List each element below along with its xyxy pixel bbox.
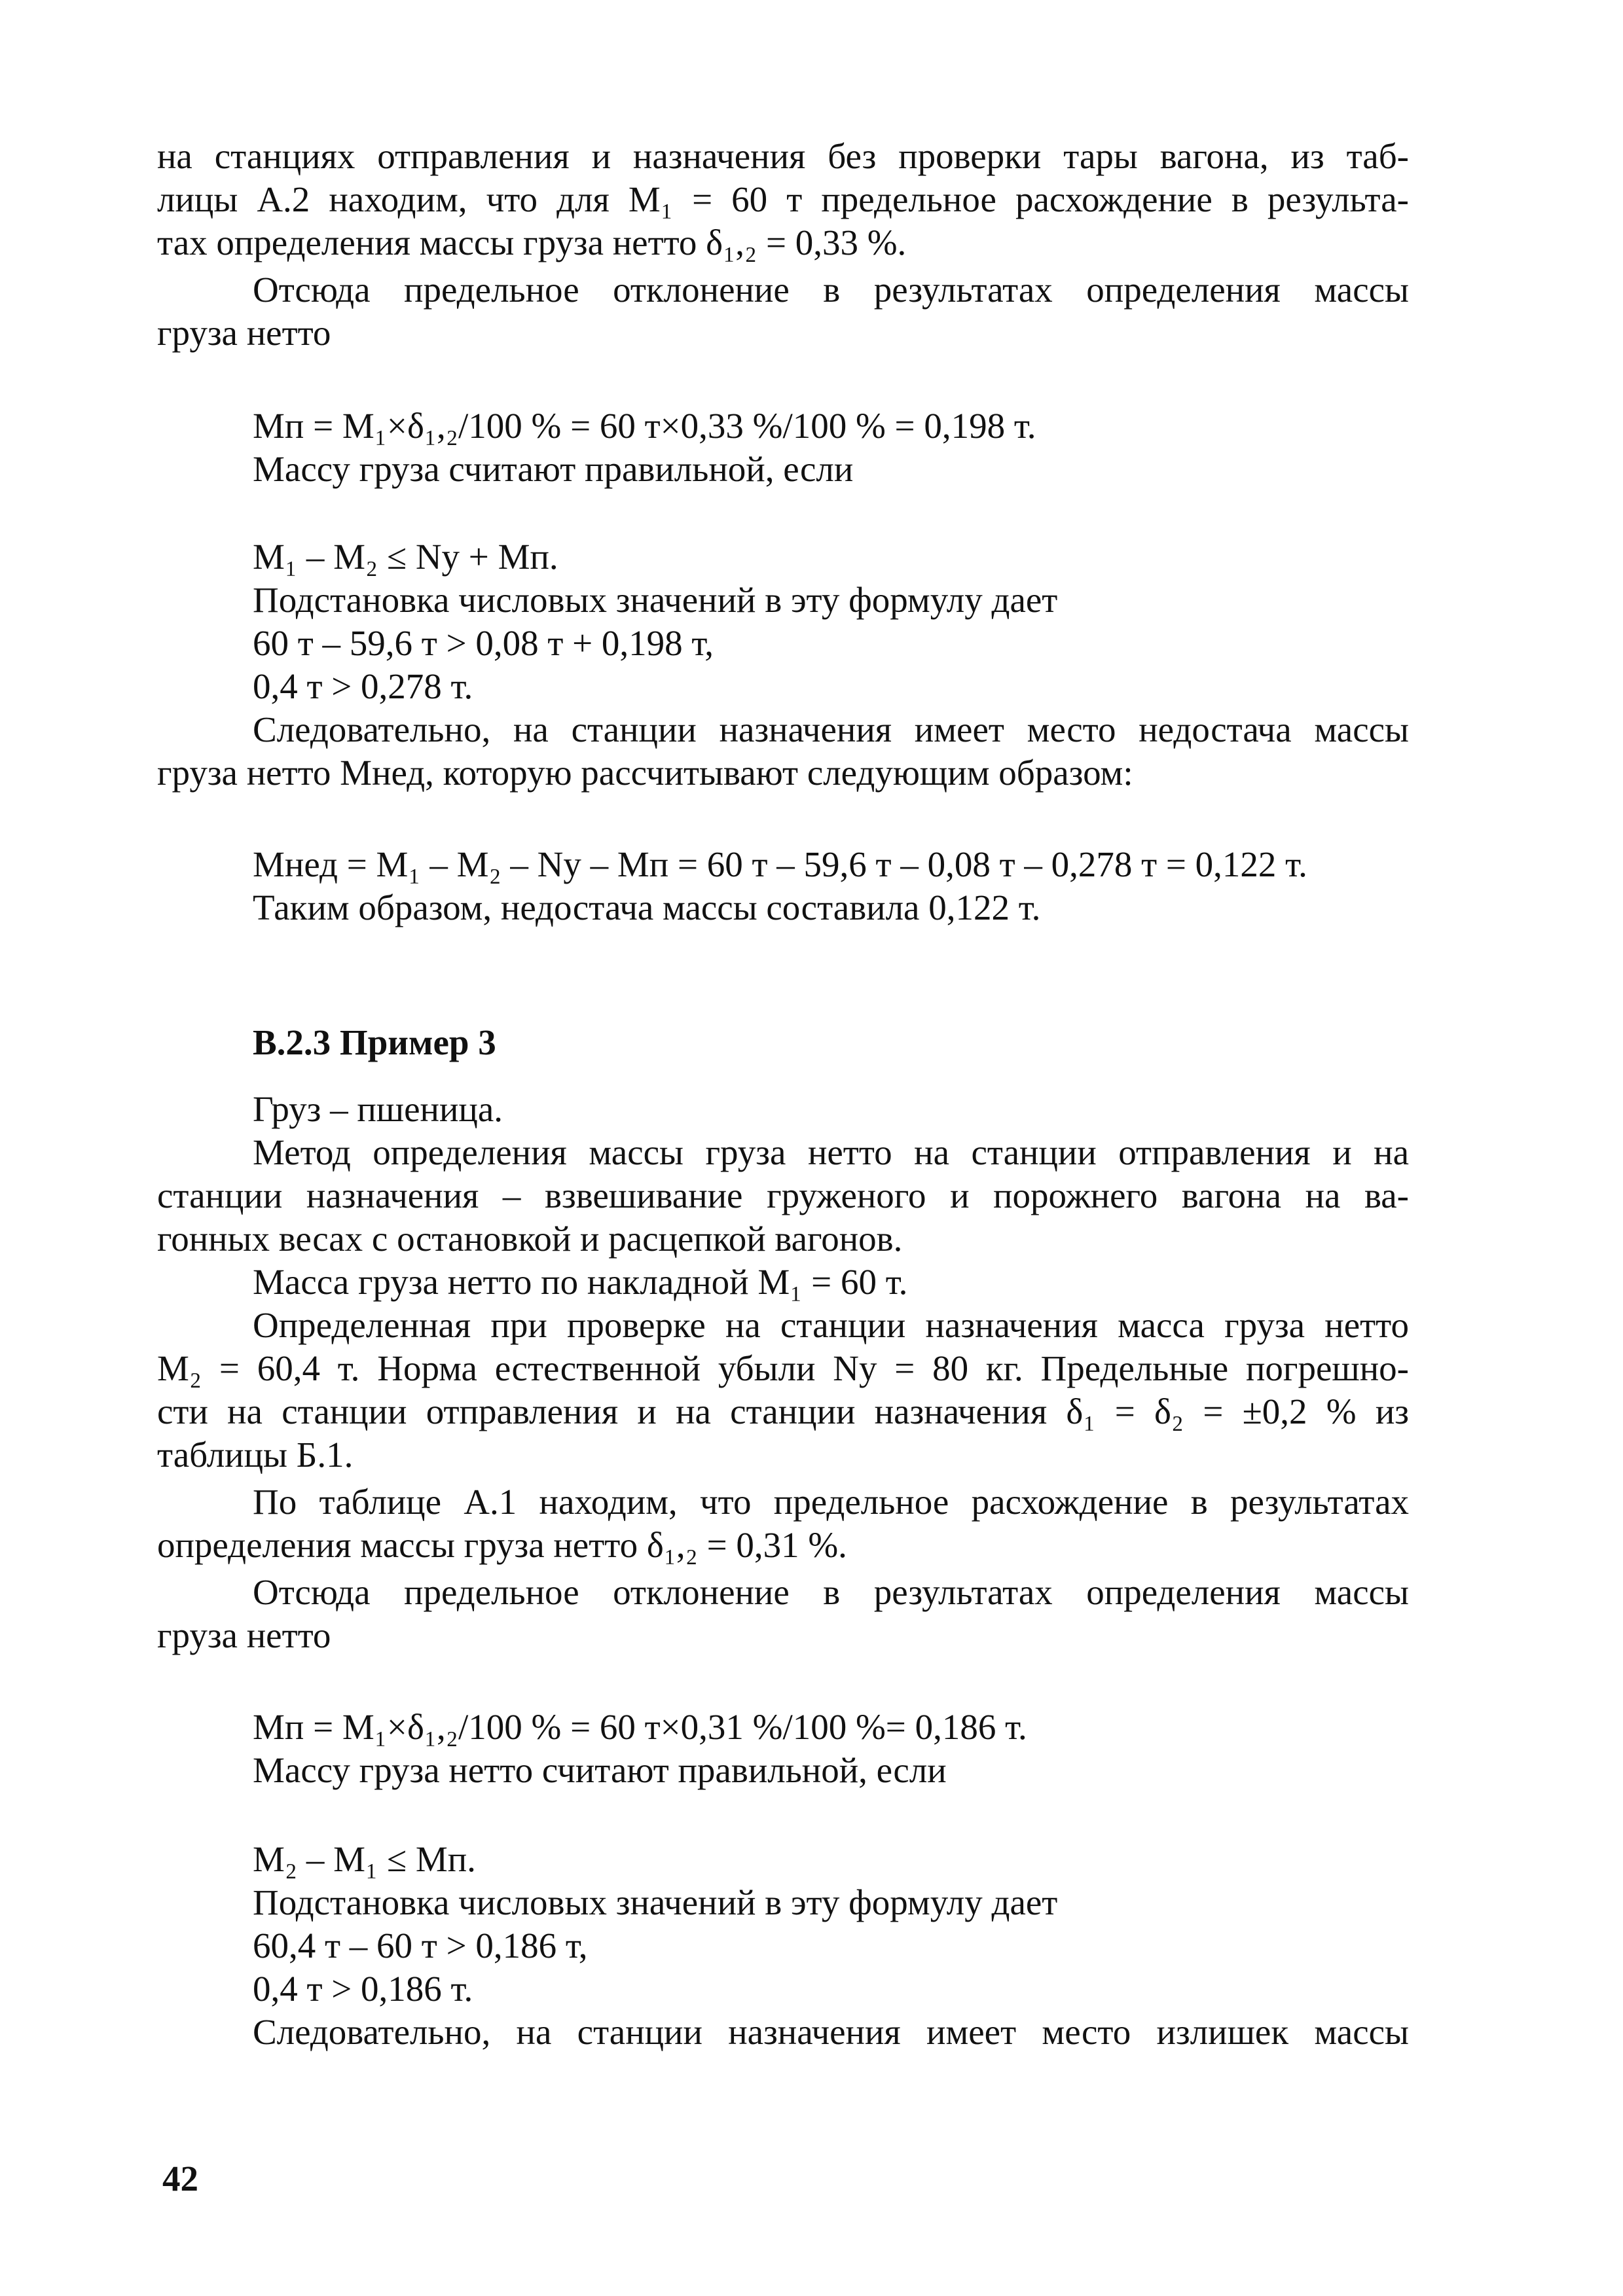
text-line: Масса груза нетто по накладной M₁ = 60 т. [253,1262,908,1302]
formula-line: 60 т – 59,6 т > 0,08 т + 0,198 т, [253,623,714,663]
text-line: Следовательно, на станции назначения имеет место излишек массы [253,2012,1409,2052]
text-line: груза нетто [157,313,331,353]
formula-line: 0,4 т > 0,278 т. [253,666,473,706]
text-line: M₂ = 60,4 т. Норма естественной убыли Nу = 80 кг. Предельные погрешно- [157,1348,1409,1388]
text-line: Следовательно, на станции назначения имеет место недостача массы [253,709,1409,749]
formula-line: Mнед = M₁ – M₂ – Ny – Mп = 60 т – 59,6 т – 0,08 т – 0,278 т = 0,122 т. [253,844,1307,884]
text-line: гонных весах с остановкой и расцепкой вагонов. [157,1219,903,1259]
text-line: Подстановка числовых значений в эту формулу дает [253,580,1058,620]
text-line: груза нетто Mнед, которую рассчитывают следующим образом: [157,753,1133,793]
text-line: Массу груза нетто считают правильной, если [253,1750,947,1790]
text-line: По таблице А.1 находим, что предельное расхождение в результатах [253,1482,1409,1522]
text-line: Таким образом, недостача массы составила 0,122 т. [253,888,1041,927]
text-line: определения массы груза нетто δ₁,₂ = 0,31 %. [157,1525,847,1565]
text-line: Груз – пшеница. [253,1089,503,1129]
formula-line: 0,4 т > 0,186 т. [253,1969,473,2009]
text-line: груза нетто [157,1615,331,1655]
section-heading: В.2.3 Пример 3 [253,1022,496,1062]
formula-line: Mп = M₁×δ₁,₂/100 % = 60 т×0,31 %/100 %= 0,186 т. [253,1707,1027,1747]
text-line: сти на станции отправления и на станции назначения δ₁ = δ₂ = ±0,2 % из [157,1391,1409,1431]
text-line: Отсюда предельное отклонение в результатах определения массы [253,1572,1409,1612]
formula-line: M₁ – M₂ ≤ Nу + Mп. [253,537,558,577]
text-line: Массу груза считают правильной, если [253,449,854,489]
text-line: Определенная при проверке на станции назначения масса груза нетто [253,1305,1409,1345]
text-line: таблицы Б.1. [157,1435,354,1475]
text-line: Отсюда предельное отклонение в результатах определения массы [253,270,1409,310]
text-line: станции назначения – взвешивание груженого и порожнего вагона на ва- [157,1175,1409,1215]
text-line: Подстановка числовых значений в эту формулу дает [253,1882,1058,1922]
formula-line: Mп = M₁×δ₁,₂/100 % = 60 т×0,33 %/100 % = 0,198 т. [253,406,1036,446]
text-line: на станциях отправления и назначения без проверки тары вагона, из таб- [157,136,1409,176]
text-line: лицы А.2 находим, что для M₁ = 60 т предельное расхождение в результа- [157,179,1409,219]
text-line: тах определения массы груза нетто δ₁,₂ = 0,33 %. [157,223,907,262]
formula-line: M₂ – M₁ ≤ Mп. [253,1839,476,1879]
text-line: Метод определения массы груза нетто на станции отправления и на [253,1132,1409,1172]
formula-line: 60,4 т – 60 т > 0,186 т, [253,1926,588,1965]
page-number: 42 [162,2159,198,2198]
